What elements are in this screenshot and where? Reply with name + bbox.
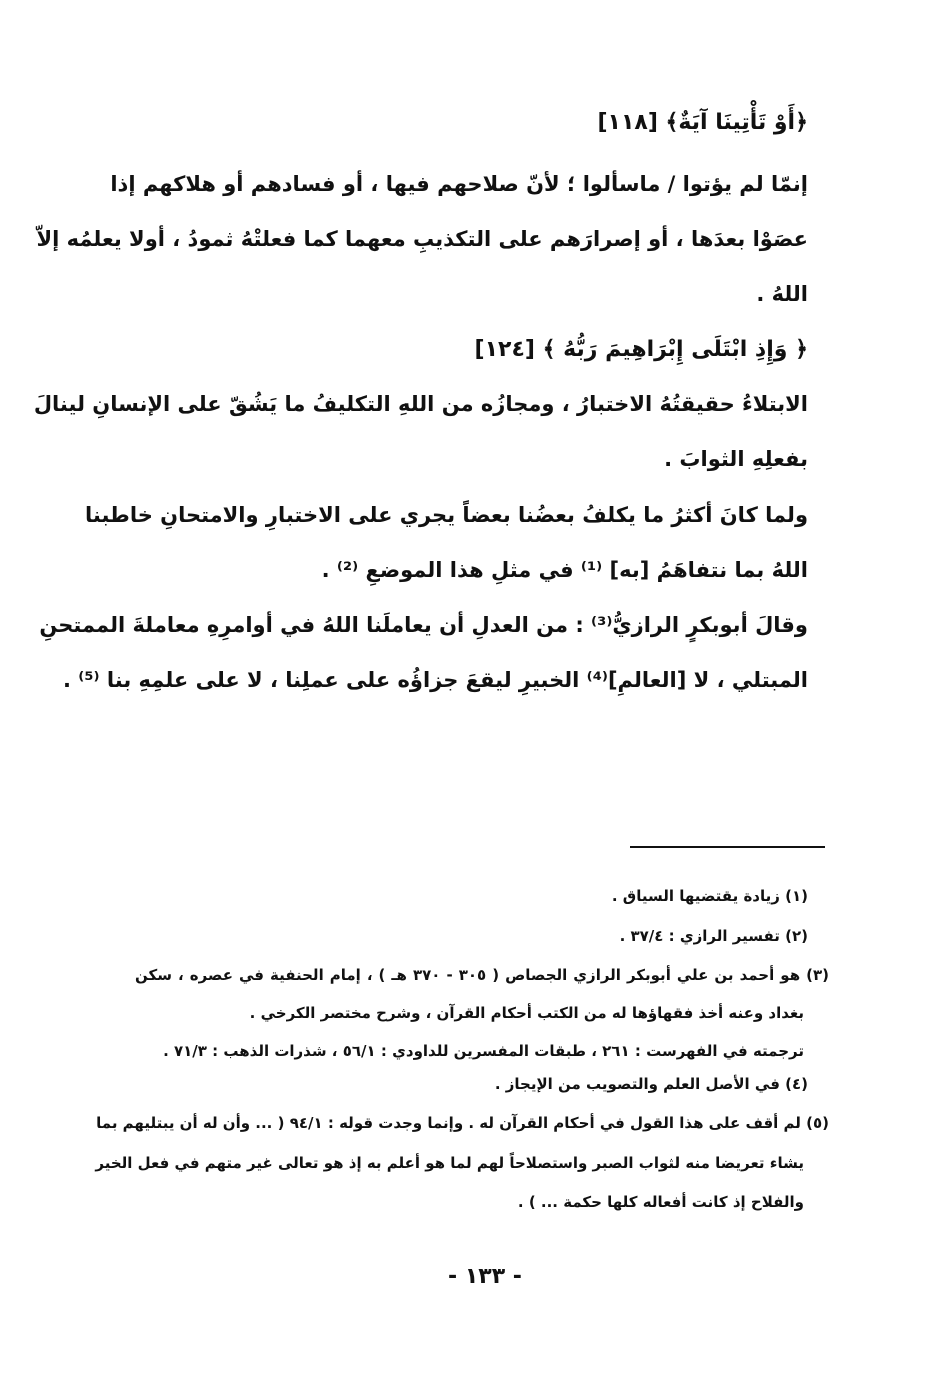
- body-line-4: الابتلاءُ حقيقتُهُ الاختبارُ ، ومجازُه من اللهِ التكليفُ ما يَشُقّ على الإنسانِ لينالَ: [33, 392, 808, 416]
- footnote-3-line-1: (٣) هو أحمد بن علي أبوبكر الرازي الجصاص ( ٣٠٥ - ٣٧٠ هـ ) ، إمام الحنفية في عصره ، سكن: [135, 966, 829, 984]
- footnote-5-line-3: والفلاح إذ كانت أفعاله كلها حكمة ... ) .: [517, 1193, 804, 1211]
- page-number: - ١٣٣ -: [448, 1264, 522, 1289]
- body-line-3: اللهُ .: [756, 282, 808, 306]
- body-line-2: عصَوْا بعدَها ، أو إصرارَهم على التكذيبِ معهما كما فعلتْهُ ثمودُ ، أولا يعلمُه إلاّ: [36, 227, 808, 251]
- body-line-6: ولما كانَ أكثرُ ما يكلفُ بعضُنا بعضاً يجري على الاختبارِ والامتحانِ خاطبنا: [85, 503, 808, 527]
- footnote-5-line-2: يشاء تعريضا منه لثواب الصبر واستصلاحاً لهم لما هو أعلم به إذ هو تعالى غير متهم في فعل الخير: [95, 1154, 804, 1172]
- body-line-5: بفعلِهِ الثوابَ .: [664, 447, 808, 471]
- footnote-3-line-3: ترجمته في الفهرست : ٢٦١ ، طبقات المفسرين للداودي : ٥٦/١ ، شذرات الذهب : ٧١/٣ .: [163, 1042, 804, 1060]
- body-line-7: اللهُ بما نتفاهَمُ [به] ⁽¹⁾ في مثلِ هذا الموضعِ ⁽²⁾ .: [321, 558, 808, 582]
- verse-heading-118: ﴿أَوْ تَأْتِينَا آيَةٌ﴾ [١١٨]: [597, 110, 808, 135]
- body-line-9: المبتلي ، لا [العالمِ]⁽⁴⁾ الخبيرِ ليقعَ جزاؤُه على عملِنا ، لا على علمِهِ بنا ⁽⁵⁾ .: [62, 668, 808, 692]
- footnote-2: (٢) تفسير الرازي : ٣٧/٤ .: [619, 927, 808, 945]
- footnote-5-line-1: (٥) لم أقف على هذا القول في أحكام القرآن له . وإنما وجدت قوله : ٩٤/١ ( ... وأن له أن يبتليهم بما: [96, 1114, 829, 1132]
- footnote-3-line-2: بغداد وعنه أخذ فقهاؤها له من الكتب أحكام القرآن ، وشرح مختصر الكرخي .: [249, 1004, 804, 1022]
- verse-heading-124: ﴿ وَإِذِ ابْتَلَى إِبْرَاهِيمَ رَبُّهُ ﴾ [١٢٤]: [474, 337, 808, 362]
- footnote-separator: [630, 846, 825, 848]
- footnote-1: (١) زيادة يقتضيها السياق .: [611, 887, 808, 905]
- body-line-8: وقالَ أبوبكرٍ الرازيُّ⁽³⁾ : من العدلِ أن يعاملَنا اللهُ في أوامرِهِ معاملةَ الممتحنِ: [39, 613, 808, 637]
- footnote-4: (٤) في الأصل العلم والتصويب من الإيجاز .: [494, 1075, 808, 1093]
- body-line-1: إنمّا لم يؤتوا / ماسألوا ؛ لأنّ صلاحهم فيها ، أو فسادهم أو هلاكهم إذا: [110, 172, 808, 196]
